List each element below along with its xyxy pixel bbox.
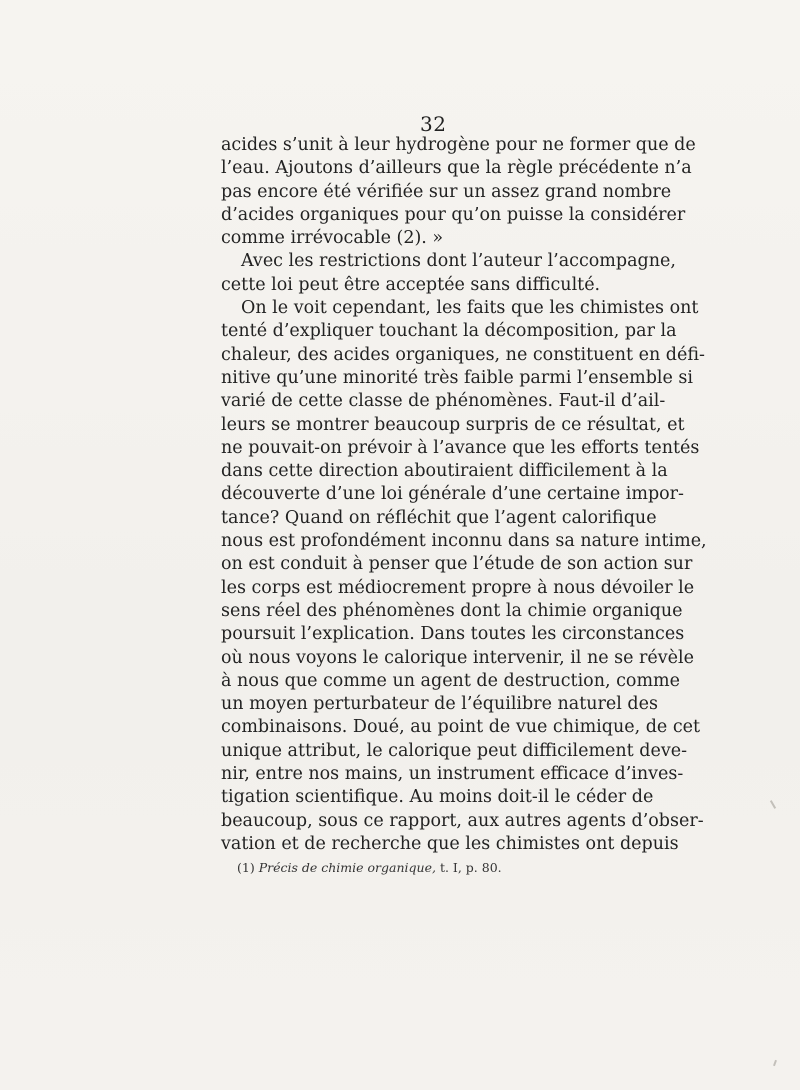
text-line: tigation scientifique. Au moins doit-il le céder de: [221, 787, 654, 808]
text-line: varié de cette classe de phénomènes. Faut-il d’ail-: [221, 391, 666, 412]
text-line: nous est profondément inconnu dans sa nature intime,: [221, 531, 707, 552]
text-line: ne pouvait-on prévoir à l’avance que les efforts tentés: [221, 437, 700, 458]
footnote-title: Précis de chimie organique,: [258, 860, 436, 875]
text-line: d’acides organiques pour qu’on puisse la considérer: [221, 204, 686, 225]
text-line: on est conduit à penser que l’étude de son action sur: [221, 554, 693, 575]
text-line: dans cette direction aboutiraient difficilement à la: [221, 461, 668, 482]
text-line: leurs se montrer beaucoup surpris de ce résultat, et: [221, 414, 685, 435]
text-line: les corps est médiocrement propre à nous dévoiler le: [221, 577, 695, 598]
text-line: où nous voyons le calorique intervenir, il ne se révèle: [221, 647, 694, 668]
scan-speck: [770, 800, 776, 809]
body-text: [221, 134, 707, 856]
text-line: pas encore été vérifiée sur un assez grand nombre: [221, 181, 672, 202]
text-line: acides s’unit à leur hydrogène pour ne former que de: [221, 135, 696, 155]
text-line: l’eau. Ajoutons d’ailleurs que la règle précédente n’a: [221, 158, 692, 179]
text-line: vation et de recherche que les chimistes ont depuis: [221, 833, 679, 854]
text-line: un moyen perturbateur de l’équilibre naturel des: [221, 694, 658, 715]
text-line: beaucoup, sous ce rapport, aux autres agents d’obser-: [221, 810, 704, 831]
text-line: cette loi peut être acceptée sans difficulté.: [221, 274, 601, 295]
text-line: à nous que comme un agent de destruction, comme: [221, 670, 680, 691]
footnote-marker: (1): [237, 860, 255, 875]
text-line: découverte d’une loi générale d’une certaine impor-: [221, 484, 684, 505]
text-line: Avec les restrictions dont l’auteur l’accompagne,: [241, 251, 676, 272]
scan-speck: [773, 1060, 777, 1066]
text-line: poursuit l’explication. Dans toutes les circonstances: [221, 624, 685, 645]
text-line: chaleur, des acides organiques, ne constituent en défi-: [221, 344, 705, 365]
text-line: nir, entre nos mains, un instrument efficace d’inves-: [221, 764, 684, 785]
text-line: tance? Quand on réfléchit que l’agent calorifique: [221, 507, 657, 528]
footnote: [237, 860, 502, 875]
footnote-reference: t. I, p. 80.: [439, 860, 502, 875]
text-line: nitive qu’une minorité très faible parmi l’ensemble si: [221, 367, 694, 388]
page-number: 32: [420, 112, 447, 136]
text-line: On le voit cependant, les faits que les chimistes ont: [241, 298, 699, 319]
text-line: tenté d’expliquer touchant la décomposition, par la: [221, 321, 677, 342]
text-line: unique attribut, le calorique peut difficilement deve-: [221, 740, 687, 761]
text-line: comme irrévocable (2). »: [221, 228, 444, 249]
text-line: combinaisons. Doué, au point de vue chimique, de cet: [221, 717, 701, 738]
text-line: sens réel des phénomènes dont la chimie organique: [221, 600, 683, 621]
